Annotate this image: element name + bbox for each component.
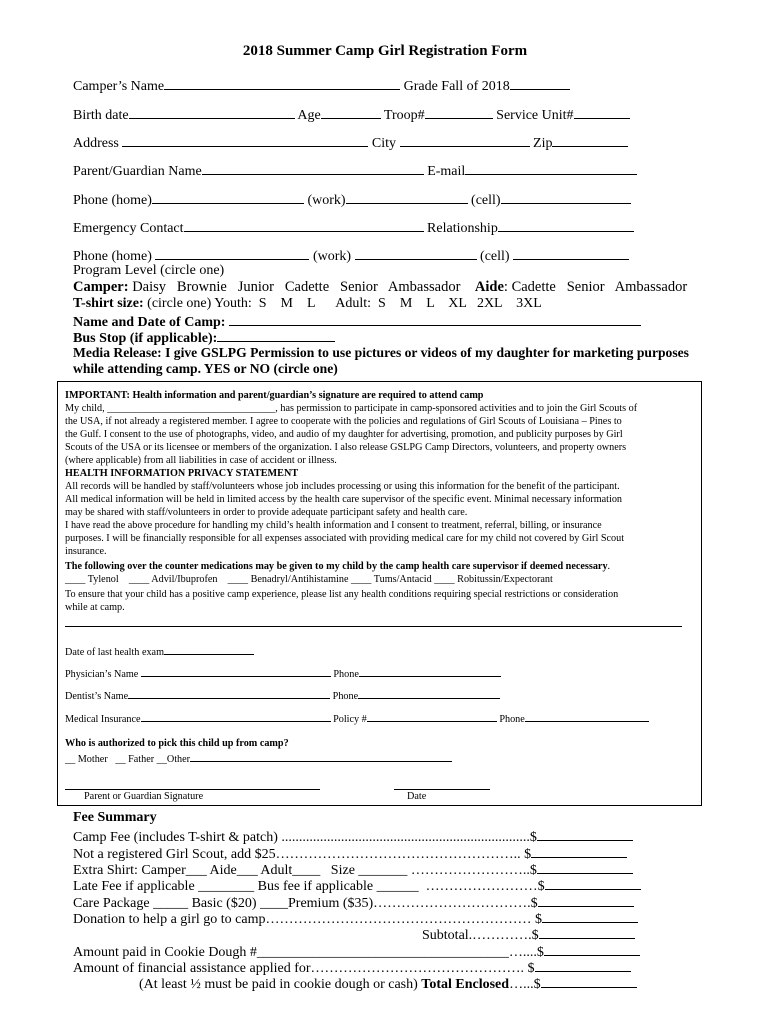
fee-extra-shirt-label: Extra Shirt: Camper___ Aide___ Adult____ Size _______ ……………………..$: [73, 863, 537, 878]
otc-heading: The following over the counter medications may be given to my child by the camp health care supervisor if deemed necessary.: [65, 561, 611, 572]
insurance-row: [65, 711, 649, 725]
zip-field[interactable]: [552, 134, 628, 147]
emergency-phone-home-field[interactable]: [155, 247, 309, 260]
campers-name-label: Camper’s Name: [73, 79, 165, 94]
fee-assistance-row: [73, 959, 631, 976]
tshirt-adult-options[interactable]: Adult: S M L XL 2XL 3XL: [335, 296, 542, 311]
insurance-phone-field[interactable]: [525, 711, 649, 722]
emergency-phone-work-field[interactable]: [355, 247, 477, 260]
emergency-contact-field[interactable]: [184, 219, 424, 232]
privacy-line-3: may be shared with staff/volunteers in order to provide adequate participant safety and health care.: [65, 507, 468, 518]
fee-donation-label: Donation to help a girl go to camp………………………………………………… $: [73, 912, 542, 927]
service-unit-label: Service Unit#: [496, 108, 574, 123]
bus-stop-row: [73, 329, 335, 346]
conditions-line-2: while at camp.: [65, 602, 125, 613]
phone-row-2: [73, 247, 629, 264]
troop-label: Troop#: [383, 108, 425, 123]
last-exam-label: Date of last health exam: [65, 647, 165, 658]
phone-work-label: (work): [307, 193, 346, 208]
fee-assistance-field[interactable]: [535, 959, 631, 972]
dentist-field[interactable]: [128, 688, 330, 699]
bus-stop-label: Bus Stop (if applicable):: [73, 331, 218, 346]
fee-extra-shirt-row: [73, 861, 633, 878]
physician-row: [65, 666, 501, 680]
fee-total-label: Total Enclosed: [421, 977, 510, 992]
last-exam-field[interactable]: [164, 644, 254, 655]
camper-options[interactable]: Daisy Brownie Junior Cadette Senior Ambassador: [132, 279, 461, 295]
fee-subtotal-field[interactable]: [539, 926, 635, 939]
fee-not-registered-field[interactable]: [531, 845, 627, 858]
important-notice: IMPORTANT: Health information and parent/guardian’s signature are required to attend camp: [65, 390, 484, 401]
service-unit-field[interactable]: [574, 106, 630, 119]
zip-label: Zip: [533, 136, 553, 151]
fee-not-registered-row: [73, 845, 627, 862]
fee-total-row: [139, 975, 637, 992]
conditions-line-1: To ensure that your child has a positive camp experience, please list any health conditions requiring special restrictions or consideration: [65, 589, 619, 600]
age-label: Age: [297, 108, 321, 123]
parent-row: [73, 162, 637, 179]
email-label: E-mail: [427, 164, 466, 179]
pickup-options[interactable]: __ Mother __ Father __Other: [65, 754, 191, 765]
dentist-row: [65, 688, 500, 702]
grade-label: Grade Fall of 2018: [403, 79, 510, 94]
program-level-label: Program Level (circle one): [73, 263, 225, 278]
aide-options[interactable]: : Cadette Senior Ambassador: [503, 279, 688, 295]
address-label: Address: [73, 136, 119, 151]
insurance-label: Medical Insurance: [65, 714, 141, 725]
birth-date-field[interactable]: [129, 106, 295, 119]
privacy-heading: HEALTH INFORMATION PRIVACY STATEMENT: [65, 468, 299, 479]
dentist-label: Dentist’s Name: [65, 691, 129, 702]
phone-row-1: [73, 191, 631, 208]
signature-date-field[interactable]: [394, 789, 490, 790]
policy-field[interactable]: [367, 711, 497, 722]
fee-subtotal-label: Subtotal.………….$: [422, 928, 539, 943]
camp-name-label: Name and Date of Camp:: [73, 315, 226, 330]
fee-late-row: [73, 877, 641, 894]
emergency-phone-home-label: Phone (home): [73, 249, 152, 264]
age-field[interactable]: [321, 106, 381, 119]
fee-cookie-dough-row: [73, 943, 640, 960]
birth-row: [73, 106, 630, 123]
camp-name-field[interactable]: [229, 313, 641, 326]
policy-label: Policy #: [333, 714, 367, 725]
relationship-field[interactable]: [498, 219, 634, 232]
troop-field[interactable]: [425, 106, 493, 119]
last-exam-row: [65, 644, 254, 658]
consent-line-4: Scouts of the USA or its licensee or members of the organization. I also release GSLPG Camp Directors, volunteers, and property owners: [65, 442, 627, 453]
phone-home-field[interactable]: [152, 191, 304, 204]
media-release-line2[interactable]: while attending camp. YES or NO (circle one): [73, 361, 338, 376]
signature-label: Parent or Guardian Signature: [84, 791, 204, 802]
consent-line-1: My child, _________________________________, has permission to participate in camp-sponsored activities and to join the Girl Scouts of: [65, 403, 638, 414]
city-label: City: [371, 136, 397, 151]
bus-stop-field[interactable]: [217, 329, 335, 342]
fee-donation-field[interactable]: [542, 910, 638, 923]
privacy-line-1: All records will be handled by staff/volunteers whose job includes processing or using this information for the benefit of the participant.: [65, 481, 620, 492]
fee-care-package-row: [73, 894, 634, 911]
campers-name-field[interactable]: [164, 77, 400, 90]
address-field[interactable]: [122, 134, 368, 147]
conditions-field[interactable]: [65, 626, 682, 627]
tshirt-youth-options[interactable]: (circle one) Youth: S M L: [147, 296, 316, 311]
fee-total-dots: …...$: [509, 977, 541, 992]
consent-line-3: the Gulf. I consent to the use of photographs, video, and audio of my daughter for advertising, promotion, and publicity purposes by Girl: [65, 429, 623, 440]
fee-care-package-label: Care Package _____ Basic ($20) ____Premium ($35)…………………………….$: [73, 896, 538, 911]
otc-medication-list[interactable]: ____ Tylenol ____ Advil/Ibuprofen ____ Benadryl/Antihistamine ____ Tums/Antacid ____ Robitussin/Expectorant: [65, 574, 553, 585]
physician-field[interactable]: [141, 666, 331, 677]
insurance-field[interactable]: [141, 711, 331, 722]
fee-not-registered-label: Not a registered Girl Scout, add $25…………………………………………….. $: [73, 847, 532, 862]
fee-camp-field[interactable]: [537, 828, 633, 841]
campers-name-row: [73, 77, 570, 94]
date-label: Date: [407, 791, 427, 802]
camp-name-row: [73, 313, 641, 330]
fee-donation-row: [73, 910, 638, 927]
program-level-row: [73, 280, 687, 295]
fee-camp-row: [73, 828, 633, 845]
consent-line-2: the USA, if not already a registered member. I agree to cooperate with the policies and regulations of Girl Scouts of Louisiana – Pines to: [65, 416, 622, 427]
relationship-label: Relationship: [427, 221, 498, 236]
emergency-phone-cell-label: (cell): [480, 249, 510, 264]
fee-assistance-label: Amount of financial assistance applied for………………………………………. $: [73, 961, 535, 976]
emergency-row: [73, 219, 634, 236]
phone-work-field[interactable]: [346, 191, 468, 204]
fee-note: (At least ½ must be paid in cookie dough or cash): [139, 977, 418, 992]
camper-label: Camper:: [73, 279, 129, 295]
fee-late-field[interactable]: [545, 877, 641, 890]
phone-cell-field[interactable]: [501, 191, 631, 204]
privacy-line-4: I have read the above procedure for handling my child’s health information and I consent to treatment, referral, billing, or insurance: [65, 520, 602, 531]
grade-field[interactable]: [510, 77, 570, 90]
media-release-line1: Media Release: I give GSLPG Permission to use pictures or videos of my daughter for marketing purposes: [73, 345, 689, 360]
fee-cookie-dough-field[interactable]: [544, 943, 640, 956]
pickup-row: [65, 751, 452, 765]
tshirt-row: [73, 297, 542, 311]
fee-cookie-dough-label: Amount paid in Cookie Dough #____________________________________…....$: [73, 945, 544, 960]
fee-total-field[interactable]: [541, 975, 637, 988]
emergency-phone-cell-field[interactable]: [513, 247, 629, 260]
parent-name-label: Parent/Guardian Name: [73, 164, 202, 179]
dentist-phone-label: Phone: [332, 691, 359, 702]
pickup-other-field[interactable]: [190, 751, 452, 762]
fee-extra-shirt-field[interactable]: [537, 861, 633, 874]
fee-summary-heading: Fee Summary: [73, 810, 157, 825]
parent-name-field[interactable]: [202, 162, 424, 175]
tshirt-label: T-shirt size:: [73, 296, 144, 311]
privacy-line-5: purposes. I will be financially responsible for all expenses associated with providing medical care for my child not covered by Girl Scout: [65, 533, 625, 544]
dentist-phone-field[interactable]: [358, 688, 500, 699]
fee-late-label: Late Fee if applicable ________ Bus fee if applicable ______ ……………………$: [73, 879, 545, 894]
signature-field[interactable]: [65, 789, 320, 790]
emergency-contact-label: Emergency Contact: [73, 221, 184, 236]
pickup-question: Who is authorized to pick this child up from camp?: [65, 738, 289, 749]
address-row: [73, 134, 628, 151]
fee-camp-label: Camp Fee (includes T-shirt & patch) .......................................................................$: [73, 830, 537, 845]
fee-subtotal-row: [422, 926, 635, 943]
emergency-phone-work-label: (work): [312, 249, 352, 264]
phone-cell-label: (cell): [471, 193, 501, 208]
physician-label: Physician’s Name: [65, 669, 139, 680]
city-field[interactable]: [400, 134, 530, 147]
consent-line-5: (where applicable) from all liabilities in case of accident or illness.: [65, 455, 337, 466]
email-field[interactable]: [465, 162, 637, 175]
birth-date-label: Birth date: [73, 108, 129, 123]
phone-home-label: Phone (home): [73, 193, 152, 208]
aide-label: Aide: [474, 279, 504, 295]
physician-phone-label: Phone: [333, 669, 359, 680]
privacy-line-6: insurance.: [65, 546, 107, 557]
fee-care-package-field[interactable]: [538, 894, 634, 907]
page-title: 2018 Summer Camp Girl Registration Form: [242, 43, 528, 59]
insurance-phone-label: Phone: [499, 714, 525, 725]
physician-phone-field[interactable]: [359, 666, 501, 677]
privacy-line-2: All medical information will be held in limited access by the health care supervisor of the specific event. Minimal necessary information: [65, 494, 623, 505]
